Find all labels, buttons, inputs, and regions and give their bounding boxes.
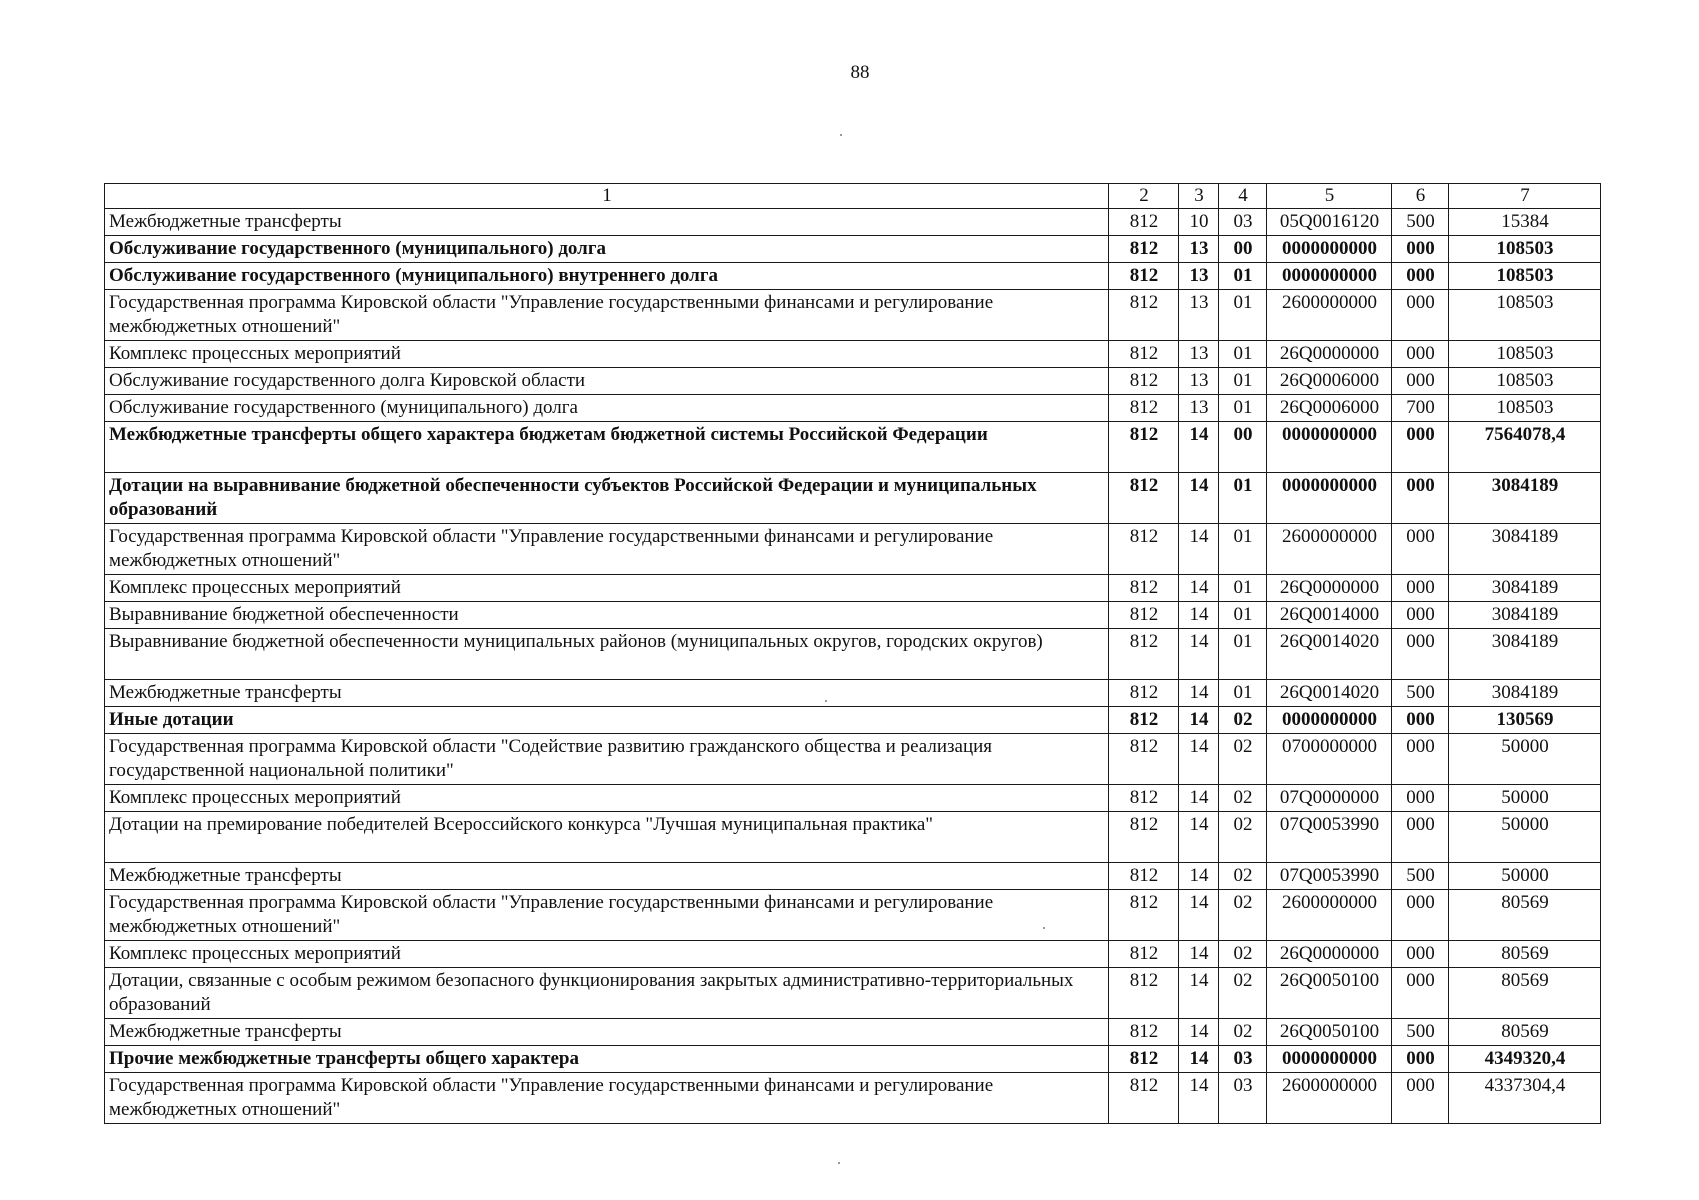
expense-type-code: 000: [1392, 629, 1449, 680]
target-article-code: 26Q0006000: [1267, 368, 1392, 395]
subsection-code: 01: [1219, 473, 1267, 524]
expense-type-code: 000: [1392, 707, 1449, 734]
target-article-code: 26Q0014020: [1267, 680, 1392, 707]
ministry-code: 812: [1109, 812, 1179, 863]
amount: 80569: [1449, 890, 1601, 941]
budget-item-name: Межбюджетные трансферты: [105, 680, 1109, 707]
amount: 108503: [1449, 236, 1601, 263]
budget-table-body: [105, 209, 1601, 1124]
ministry-code: 812: [1109, 1019, 1179, 1046]
budget-item-name: Прочие межбюджетные трансферты общего характера: [105, 1046, 1109, 1073]
expense-type-code: 000: [1392, 602, 1449, 629]
table-row: [105, 575, 1601, 602]
expense-type-code: 000: [1392, 890, 1449, 941]
table-row: [105, 629, 1601, 680]
budget-item-name: Государственная программа Кировской области "Управление государственными финансами и регулирование межбюджетных отношений": [105, 1073, 1109, 1124]
subsection-code: 02: [1219, 941, 1267, 968]
amount: 80569: [1449, 1019, 1601, 1046]
amount: 80569: [1449, 941, 1601, 968]
target-article-code: 0000000000: [1267, 263, 1392, 290]
section-code: 14: [1179, 890, 1219, 941]
subsection-code: 01: [1219, 290, 1267, 341]
subsection-code: 02: [1219, 1019, 1267, 1046]
amount: 108503: [1449, 368, 1601, 395]
column-header: 1: [105, 184, 1109, 209]
amount: 4337304,4: [1449, 1073, 1601, 1124]
table-row: [105, 707, 1601, 734]
budget-item-name: Обслуживание государственного (муниципального) долга: [105, 236, 1109, 263]
page-number: 88: [850, 62, 870, 83]
section-code: 14: [1179, 785, 1219, 812]
budget-item-name: Государственная программа Кировской области "Управление государственными финансами и регулирование межбюджетных отношений": [105, 524, 1109, 575]
amount: 50000: [1449, 785, 1601, 812]
budget-item-name: Дотации на выравнивание бюджетной обеспеченности субъектов Российской Федерации и муниципальных образований: [105, 473, 1109, 524]
budget-item-name: Дотации на премирование победителей Всероссийского конкурса "Лучшая муниципальная практика": [105, 812, 1109, 863]
ministry-code: 812: [1109, 629, 1179, 680]
target-article-code: 2600000000: [1267, 890, 1392, 941]
subsection-code: 00: [1219, 422, 1267, 473]
section-code: 14: [1179, 524, 1219, 575]
expense-type-code: 000: [1392, 785, 1449, 812]
amount: 108503: [1449, 290, 1601, 341]
target-article-code: 2600000000: [1267, 1073, 1392, 1124]
amount: 80569: [1449, 968, 1601, 1019]
target-article-code: 0700000000: [1267, 734, 1392, 785]
table-row: [105, 890, 1601, 941]
amount: 4349320,4: [1449, 1046, 1601, 1073]
target-article-code: 07Q0053990: [1267, 863, 1392, 890]
ministry-code: 812: [1109, 1073, 1179, 1124]
expense-type-code: 500: [1392, 680, 1449, 707]
target-article-code: 26Q0050100: [1267, 968, 1392, 1019]
amount: 108503: [1449, 341, 1601, 368]
ministry-code: 812: [1109, 236, 1179, 263]
table-row: [105, 1019, 1601, 1046]
ministry-code: 812: [1109, 863, 1179, 890]
table-row: [105, 263, 1601, 290]
expense-type-code: 000: [1392, 524, 1449, 575]
target-article-code: 0000000000: [1267, 422, 1392, 473]
ministry-code: 812: [1109, 290, 1179, 341]
expense-type-code: 500: [1392, 209, 1449, 236]
amount: 3084189: [1449, 575, 1601, 602]
table-row: [105, 812, 1601, 863]
ministry-code: 812: [1109, 890, 1179, 941]
column-header: 4: [1219, 184, 1267, 209]
budget-item-name: Комплекс процессных мероприятий: [105, 575, 1109, 602]
ministry-code: 812: [1109, 575, 1179, 602]
ministry-code: 812: [1109, 422, 1179, 473]
column-header: 3: [1179, 184, 1219, 209]
amount: 50000: [1449, 863, 1601, 890]
ministry-code: 812: [1109, 209, 1179, 236]
subsection-code: 03: [1219, 1073, 1267, 1124]
section-code: 14: [1179, 1019, 1219, 1046]
section-code: 10: [1179, 209, 1219, 236]
budget-item-name: Обслуживание государственного (муниципального) долга: [105, 395, 1109, 422]
target-article-code: 26Q0000000: [1267, 341, 1392, 368]
subsection-code: 03: [1219, 1046, 1267, 1073]
subsection-code: 01: [1219, 263, 1267, 290]
section-code: 14: [1179, 941, 1219, 968]
budget-item-name: Выравнивание бюджетной обеспеченности: [105, 602, 1109, 629]
budget-item-name: Комплекс процессных мероприятий: [105, 785, 1109, 812]
section-code: 13: [1179, 368, 1219, 395]
subsection-code: 02: [1219, 863, 1267, 890]
expense-type-code: 000: [1392, 968, 1449, 1019]
subsection-code: 01: [1219, 524, 1267, 575]
budget-item-name: Государственная программа Кировской области "Управление государственными финансами и регулирование межбюджетных отношений": [105, 290, 1109, 341]
budget-table: [104, 183, 1601, 1124]
expense-type-code: 000: [1392, 734, 1449, 785]
amount: 3084189: [1449, 524, 1601, 575]
subsection-code: 02: [1219, 890, 1267, 941]
target-article-code: 2600000000: [1267, 524, 1392, 575]
target-article-code: 26Q0000000: [1267, 575, 1392, 602]
subsection-code: 02: [1219, 812, 1267, 863]
table-row: [105, 1073, 1601, 1124]
expense-type-code: 000: [1392, 236, 1449, 263]
expense-type-code: 000: [1392, 290, 1449, 341]
column-header: 6: [1392, 184, 1449, 209]
ministry-code: 812: [1109, 524, 1179, 575]
amount: 3084189: [1449, 473, 1601, 524]
budget-item-name: Обслуживание государственного (муниципального) внутреннего долга: [105, 263, 1109, 290]
target-article-code: 26Q0014000: [1267, 602, 1392, 629]
ministry-code: 812: [1109, 968, 1179, 1019]
amount: 108503: [1449, 263, 1601, 290]
target-article-code: 26Q0006000: [1267, 395, 1392, 422]
ministry-code: 812: [1109, 941, 1179, 968]
section-code: 13: [1179, 290, 1219, 341]
expense-type-code: 700: [1392, 395, 1449, 422]
section-code: 13: [1179, 263, 1219, 290]
scan-speck: [1043, 927, 1045, 929]
ministry-code: 812: [1109, 395, 1179, 422]
ministry-code: 812: [1109, 602, 1179, 629]
table-row: [105, 785, 1601, 812]
target-article-code: 26Q0050100: [1267, 1019, 1392, 1046]
amount: 3084189: [1449, 680, 1601, 707]
ministry-code: 812: [1109, 707, 1179, 734]
budget-item-name: Государственная программа Кировской области "Содействие развитию гражданского общества и реализация государственной национальной политики": [105, 734, 1109, 785]
expense-type-code: 500: [1392, 863, 1449, 890]
target-article-code: 05Q0016120: [1267, 209, 1392, 236]
amount: 108503: [1449, 395, 1601, 422]
amount: 15384: [1449, 209, 1601, 236]
subsection-code: 01: [1219, 368, 1267, 395]
amount: 3084189: [1449, 629, 1601, 680]
column-number-header-row: [105, 184, 1601, 209]
table-row: [105, 680, 1601, 707]
section-code: 14: [1179, 473, 1219, 524]
subsection-code: 00: [1219, 236, 1267, 263]
subsection-code: 01: [1219, 575, 1267, 602]
amount: 130569: [1449, 707, 1601, 734]
ministry-code: 812: [1109, 680, 1179, 707]
amount: 7564078,4: [1449, 422, 1601, 473]
ministry-code: 812: [1109, 734, 1179, 785]
amount: 50000: [1449, 812, 1601, 863]
subsection-code: 02: [1219, 707, 1267, 734]
subsection-code: 02: [1219, 734, 1267, 785]
subsection-code: 01: [1219, 680, 1267, 707]
expense-type-code: 000: [1392, 812, 1449, 863]
section-code: 14: [1179, 734, 1219, 785]
scan-speck: [838, 1162, 840, 1164]
ministry-code: 812: [1109, 341, 1179, 368]
target-article-code: 0000000000: [1267, 707, 1392, 734]
amount: 3084189: [1449, 602, 1601, 629]
expense-type-code: 000: [1392, 422, 1449, 473]
subsection-code: 01: [1219, 395, 1267, 422]
table-row: [105, 341, 1601, 368]
table-row: [105, 602, 1601, 629]
subsection-code: 01: [1219, 629, 1267, 680]
section-code: 13: [1179, 395, 1219, 422]
expense-type-code: 000: [1392, 473, 1449, 524]
scan-speck: [840, 134, 842, 136]
table-row: [105, 368, 1601, 395]
ministry-code: 812: [1109, 785, 1179, 812]
budget-table-container: [104, 183, 1600, 1124]
table-row: [105, 524, 1601, 575]
target-article-code: 07Q0000000: [1267, 785, 1392, 812]
table-row: [105, 968, 1601, 1019]
section-code: 14: [1179, 968, 1219, 1019]
budget-item-name: Межбюджетные трансферты: [105, 1019, 1109, 1046]
budget-item-name: Иные дотации: [105, 707, 1109, 734]
expense-type-code: 000: [1392, 575, 1449, 602]
scan-speck: [825, 700, 827, 702]
target-article-code: 26Q0014020: [1267, 629, 1392, 680]
ministry-code: 812: [1109, 473, 1179, 524]
table-row: [105, 236, 1601, 263]
subsection-code: 01: [1219, 602, 1267, 629]
table-row: [105, 941, 1601, 968]
target-article-code: 0000000000: [1267, 473, 1392, 524]
table-row: [105, 395, 1601, 422]
budget-item-name: Выравнивание бюджетной обеспеченности муниципальных районов (муниципальных округов, городских округов): [105, 629, 1109, 680]
target-article-code: 26Q0000000: [1267, 941, 1392, 968]
section-code: 14: [1179, 575, 1219, 602]
budget-item-name: Межбюджетные трансферты: [105, 209, 1109, 236]
expense-type-code: 000: [1392, 1046, 1449, 1073]
table-row: [105, 863, 1601, 890]
section-code: 14: [1179, 707, 1219, 734]
amount: 50000: [1449, 734, 1601, 785]
ministry-code: 812: [1109, 1046, 1179, 1073]
budget-item-name: Межбюджетные трансферты общего характера бюджетам бюджетной системы Российской Федерации: [105, 422, 1109, 473]
table-row: [105, 473, 1601, 524]
expense-type-code: 500: [1392, 1019, 1449, 1046]
budget-item-name: Обслуживание государственного долга Кировской области: [105, 368, 1109, 395]
table-row: [105, 209, 1601, 236]
section-code: 13: [1179, 341, 1219, 368]
ministry-code: 812: [1109, 368, 1179, 395]
budget-item-name: Межбюджетные трансферты: [105, 863, 1109, 890]
section-code: 14: [1179, 602, 1219, 629]
section-code: 14: [1179, 1073, 1219, 1124]
section-code: 14: [1179, 1046, 1219, 1073]
subsection-code: 02: [1219, 968, 1267, 1019]
expense-type-code: 000: [1392, 263, 1449, 290]
table-row: [105, 422, 1601, 473]
column-header: 7: [1449, 184, 1601, 209]
expense-type-code: 000: [1392, 941, 1449, 968]
expense-type-code: 000: [1392, 1073, 1449, 1124]
section-code: 14: [1179, 629, 1219, 680]
expense-type-code: 000: [1392, 341, 1449, 368]
section-code: 14: [1179, 680, 1219, 707]
subsection-code: 01: [1219, 341, 1267, 368]
target-article-code: 07Q0053990: [1267, 812, 1392, 863]
expense-type-code: 000: [1392, 368, 1449, 395]
section-code: 14: [1179, 863, 1219, 890]
target-article-code: 0000000000: [1267, 236, 1392, 263]
budget-item-name: Государственная программа Кировской области "Управление государственными финансами и регулирование межбюджетных отношений": [105, 890, 1109, 941]
target-article-code: 0000000000: [1267, 1046, 1392, 1073]
budget-item-name: Комплекс процессных мероприятий: [105, 941, 1109, 968]
section-code: 14: [1179, 812, 1219, 863]
ministry-code: 812: [1109, 263, 1179, 290]
table-row: [105, 734, 1601, 785]
section-code: 14: [1179, 422, 1219, 473]
table-row: [105, 1046, 1601, 1073]
budget-item-name: Комплекс процессных мероприятий: [105, 341, 1109, 368]
subsection-code: 02: [1219, 785, 1267, 812]
column-header: 2: [1109, 184, 1179, 209]
budget-item-name: Дотации, связанные с особым режимом безопасного функционирования закрытых административно-территориальных образований: [105, 968, 1109, 1019]
section-code: 13: [1179, 236, 1219, 263]
table-row: [105, 290, 1601, 341]
subsection-code: 03: [1219, 209, 1267, 236]
column-header: 5: [1267, 184, 1392, 209]
target-article-code: 2600000000: [1267, 290, 1392, 341]
